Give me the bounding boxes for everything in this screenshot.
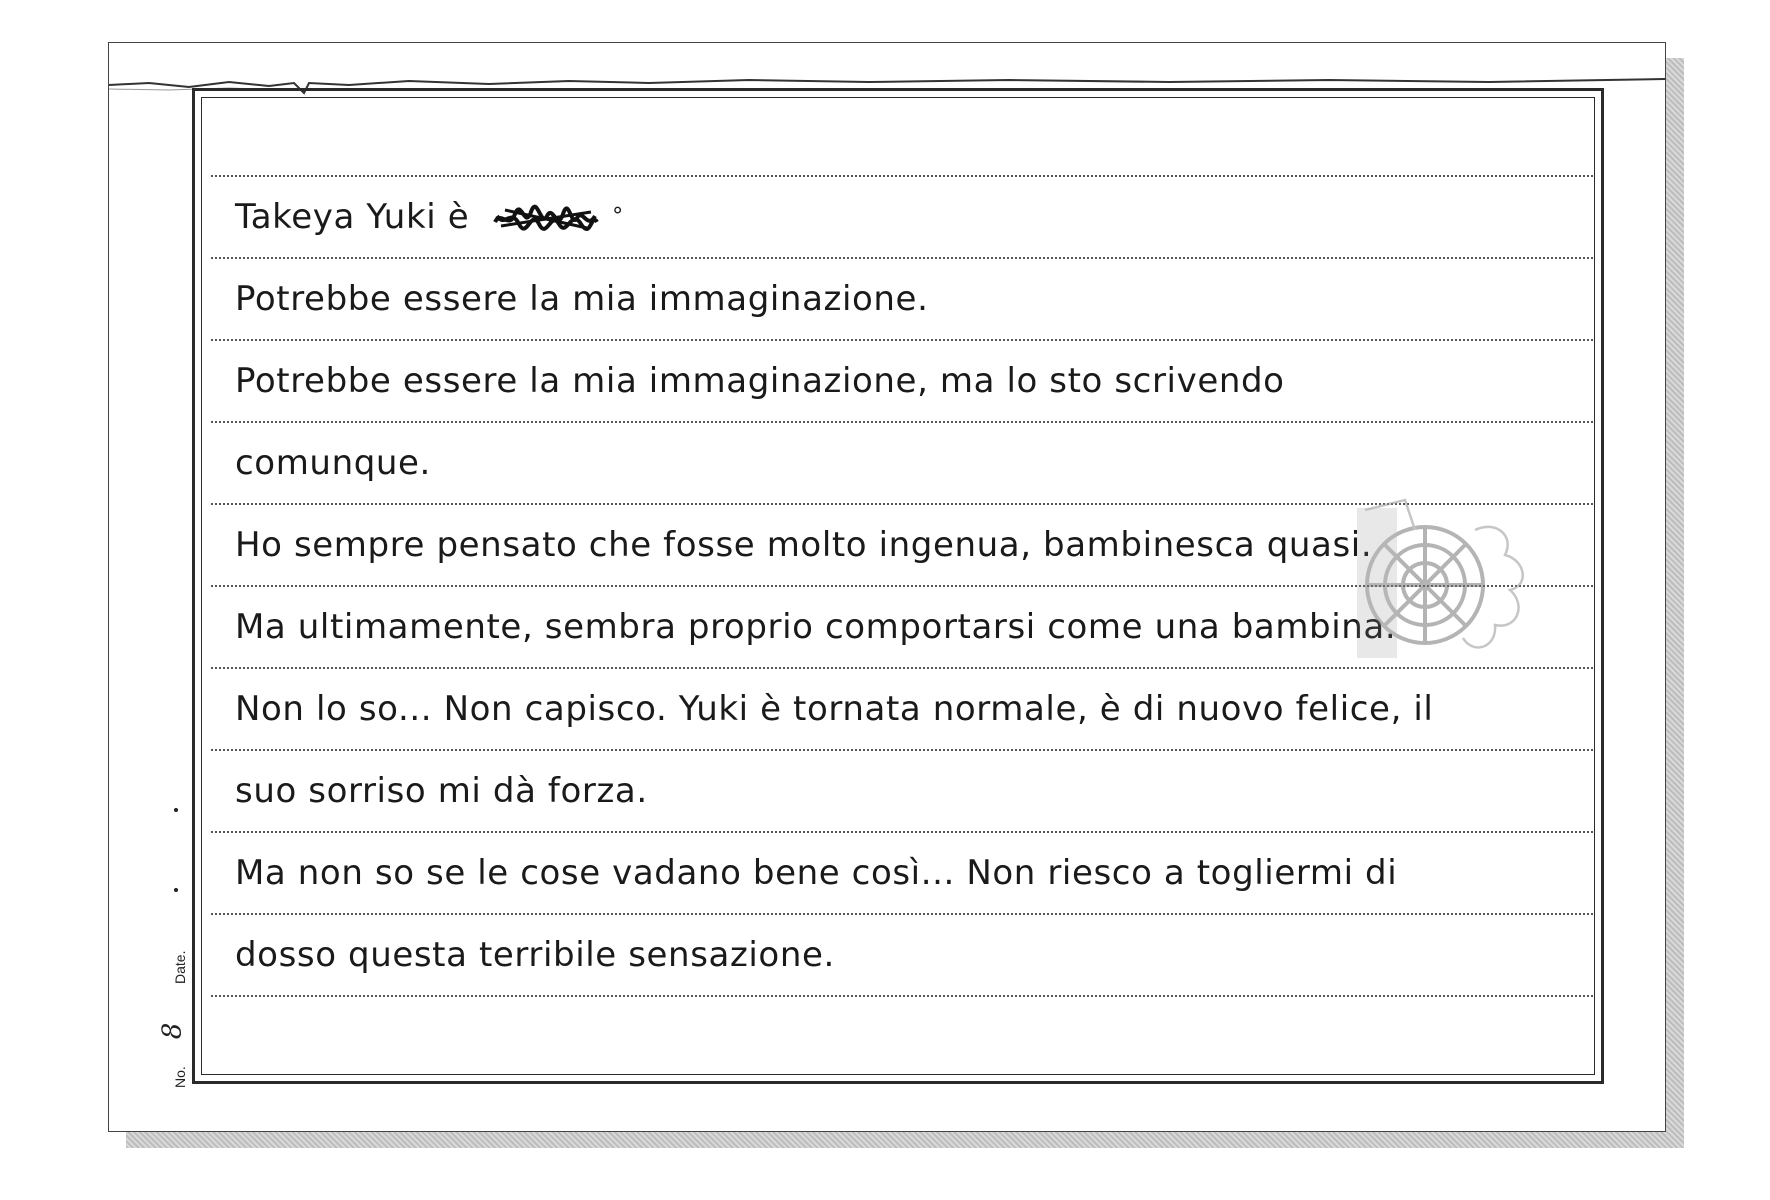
ruled-line <box>211 831 1593 833</box>
date-label: Date. <box>172 950 188 984</box>
scribbled-out-word-icon <box>491 202 601 236</box>
diary-line: suo sorriso mi dà forza. <box>235 771 648 811</box>
margin-dot <box>174 888 178 892</box>
ruled-line <box>211 175 1593 177</box>
floral-stamp-icon <box>1345 490 1535 670</box>
margin-dot <box>174 808 178 812</box>
ruled-line <box>211 749 1593 751</box>
diary-line: Ma non so se le cose vadano bene così... Non riesco a togliermi di <box>235 853 1398 893</box>
diary-line: Ho sempre pensato che fosse molto ingenua, bambinesca quasi. <box>235 525 1373 565</box>
ruled-line <box>211 913 1593 915</box>
degree-mark: ° <box>612 204 624 229</box>
ruled-line <box>211 995 1593 997</box>
diary-line: dosso questa terribile sensazione. <box>235 935 835 975</box>
diary-greeting-line <box>235 197 624 237</box>
diary-line: comunque. <box>235 443 431 483</box>
ruled-line <box>211 257 1593 259</box>
ruled-line <box>211 421 1593 423</box>
diary-line: Potrebbe essere la mia immaginazione. <box>235 279 929 319</box>
diary-greeting: Takeya Yuki è <box>235 197 470 237</box>
page-number: 8 <box>157 1022 188 1040</box>
diary-line: Potrebbe essere la mia immaginazione, ma lo sto scrivendo <box>235 361 1285 401</box>
diary-line: Ma ultimamente, sembra proprio comportarsi come una bambina. <box>235 607 1397 647</box>
ruled-line <box>211 339 1593 341</box>
diary-line: Non lo so... Non capisco. Yuki è tornata normale, è di nuovo felice, il <box>235 689 1434 729</box>
no-label: No. <box>172 1066 188 1088</box>
